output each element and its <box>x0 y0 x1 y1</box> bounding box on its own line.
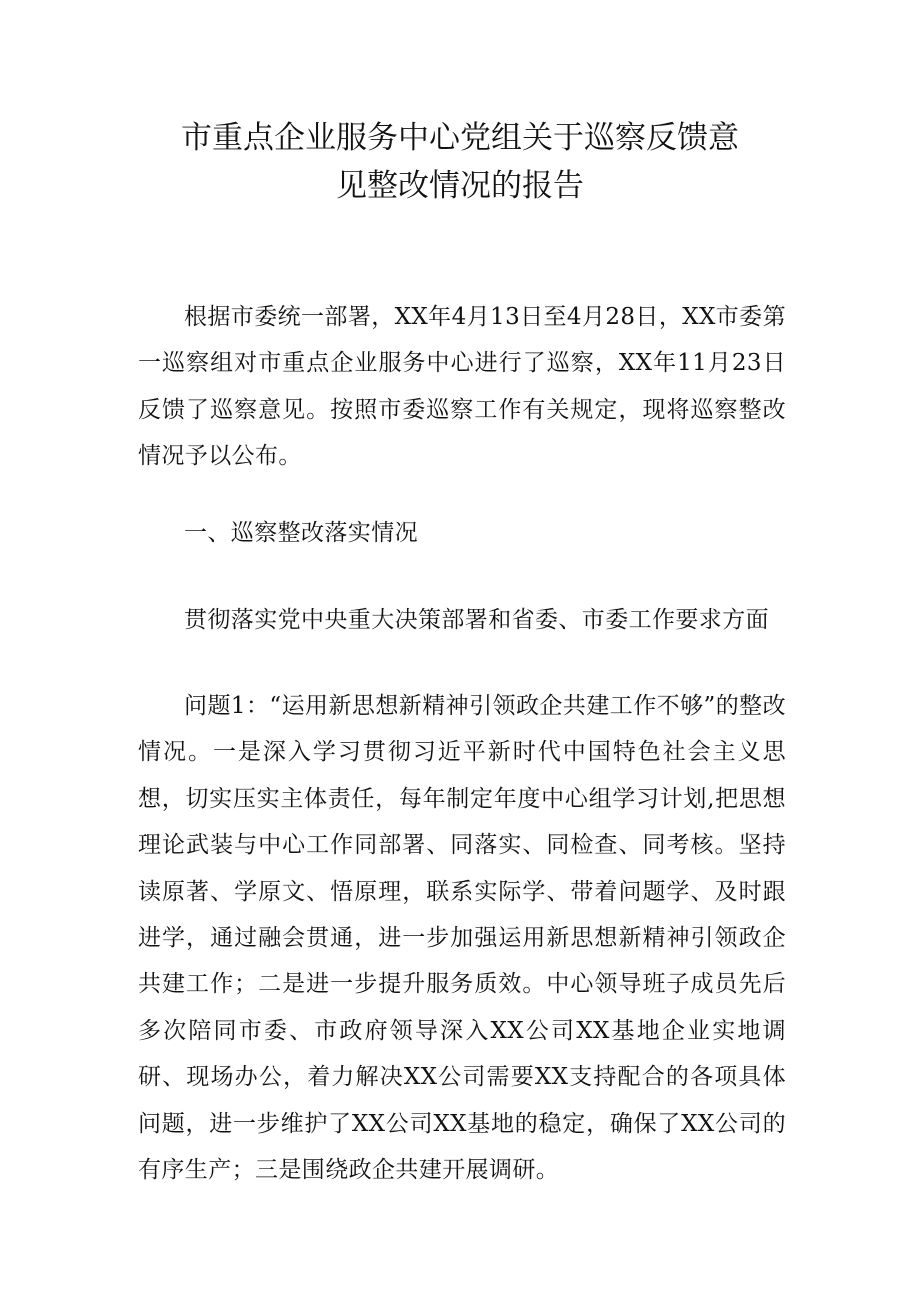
intro-paragraph: 根据市委统一部署，XX年4月13日至4月28日，XX市委第一巡察组对市重点企业服务中心进行了巡察，XX年11月23日反馈了巡察意见。按照市委巡察工作有关规定，现将巡察整改情况予以公布。 <box>138 304 786 470</box>
subsection-heading: 贯彻落实党中央重大决策部署和省委、市委工作要求方面 <box>184 607 769 633</box>
section-heading: 一、巡察整改落实情况 <box>184 520 418 546</box>
problem-1-paragraph: 问题1：“运用新思想新精神引领政企共建工作不够”的整改情况。一是深入学习贯彻习近平新时代中国特色社会主义思想，切实压实主体责任，每年制定年度中心组学习计划,把思想理论武装与中心工作同部署、同落实、同检查、同考核。坚持读原著、学原文、悟原理，联系实际学、带着问题学、及时跟进学，通过融会贯通，进一步加强运用新思想新精神引领政企共建工作；二是进一步提升服务质效。中心领导班子成员先后多次陪同市委、市政府领导深入XX公司XX基地企业实地调研、现场办公，着力解决XX公司需要XX支持配合的各项具体问题，进一步维护了XX公司XX基地的稳定，确保了XX公司的有序生产；三是围绕政企共建开展调研。 <box>138 693 786 1184</box>
document-title-line-1: 市重点企业服务中心党组关于巡察反馈意 <box>181 120 739 156</box>
document-title-line-2: 见整改情况的报告 <box>336 168 584 204</box>
